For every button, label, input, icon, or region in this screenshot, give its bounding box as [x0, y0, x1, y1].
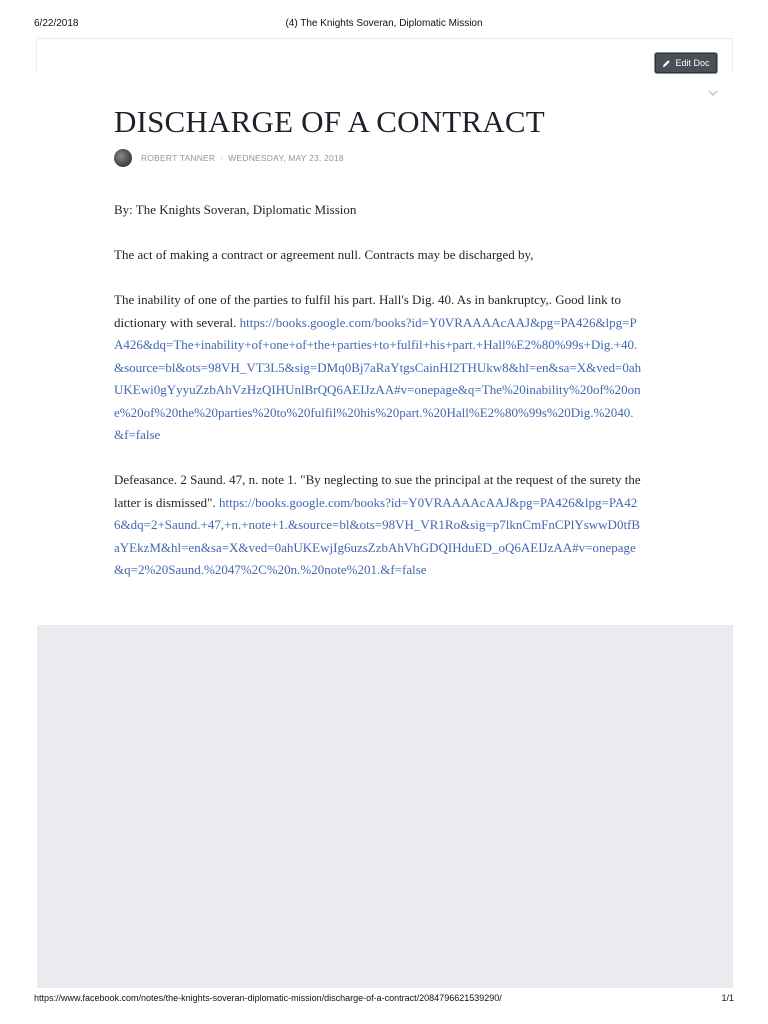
- paragraph-defeasance: [114, 469, 642, 582]
- note-title: DISCHARGE OF A CONTRACT: [114, 104, 545, 139]
- avatar[interactable]: [114, 149, 132, 167]
- pencil-icon: [662, 59, 671, 68]
- print-header: [34, 18, 734, 32]
- paragraph-text: The inability of one of the parties to fulfil his part. Hall's Dig. 40. As in bankruptcy,. Good link to dictionary with several.: [114, 292, 621, 330]
- footer-url: https://www.facebook.com/notes/the-knights-soveran-diplomatic-mission/discharge-of-a-contract/2084796621539290/: [34, 993, 502, 1003]
- edit-doc-label: Edit Doc: [675, 58, 710, 68]
- print-title: (4) The Knights Soveran, Diplomatic Mission: [285, 18, 483, 29]
- page-frame: [36, 38, 733, 72]
- paragraph-intro: [114, 244, 642, 267]
- print-footer: [34, 993, 734, 1007]
- google-books-link[interactable]: https://books.google.com/books?id=Y0VRAAAAcAAJ&pg=PA426&lpg=PA426&dq=2+Saund.+47,+n.+note+1.&source=bl&ots=98VH_VR1Ro&sig=p7lknCmFnCPlYswwD0tfBaYEkzM&hl=en&sa=X&ved=0ahUKEwjIg6uzsZzbAhVhGDQIHduED_oQ6AEIJzAA#v=onepage&q=2%20Saund.%2047%2C%20n.%20note%201.&f=false: [114, 494, 641, 577]
- edit-doc-button[interactable]: [655, 53, 717, 73]
- paragraph-inability: [114, 289, 642, 447]
- paragraph-text: Defeasance. 2 Saund. 47, n. note 1. "By neglecting to sue the principal at the request of the surety the latter is dismissed".: [114, 472, 641, 510]
- chevron-down-icon[interactable]: [706, 86, 720, 100]
- note-body: [114, 199, 642, 604]
- comments-panel: [37, 625, 733, 988]
- author-row: [114, 149, 344, 167]
- footer-page-number: 1/1: [721, 993, 734, 1003]
- paragraph-text: By: The Knights Soveran, Diplomatic Mission: [114, 202, 357, 217]
- paragraph-text: The act of making a contract or agreement null. Contracts may be discharged by,: [114, 247, 534, 262]
- meta-separator: ·: [220, 153, 224, 163]
- print-date: 6/22/2018: [34, 18, 79, 29]
- note-date[interactable]: WEDNESDAY, MAY 23, 2018: [228, 153, 344, 163]
- paragraph-byline: [114, 199, 642, 222]
- author-name[interactable]: ROBERT TANNER: [141, 153, 216, 163]
- google-books-link[interactable]: https://books.google.com/books?id=Y0VRAAAAcAAJ&pg=PA426&lpg=PA426&dq=The+inability+of+one+of+the+parties+to+fulfil+his+part.+Hall%E2%80%99s+Dig.+40.&source=bl&ots=98VH_VT3L5&sig=DMq0Bj7aRaYtgsCainHI2THUkw8&hl=en&sa=X&ved=0ahUKEwi0gYyyuZzbAhVzHzQIHUnlBrQQ6AEIJzAA#v=onepage&q=The%20inability%20of%20one%20of%20the%20parties%20to%20fulfil%20his%20part.%20Hall%E2%80%99s%20Dig.%2040.&f=false: [114, 314, 642, 442]
